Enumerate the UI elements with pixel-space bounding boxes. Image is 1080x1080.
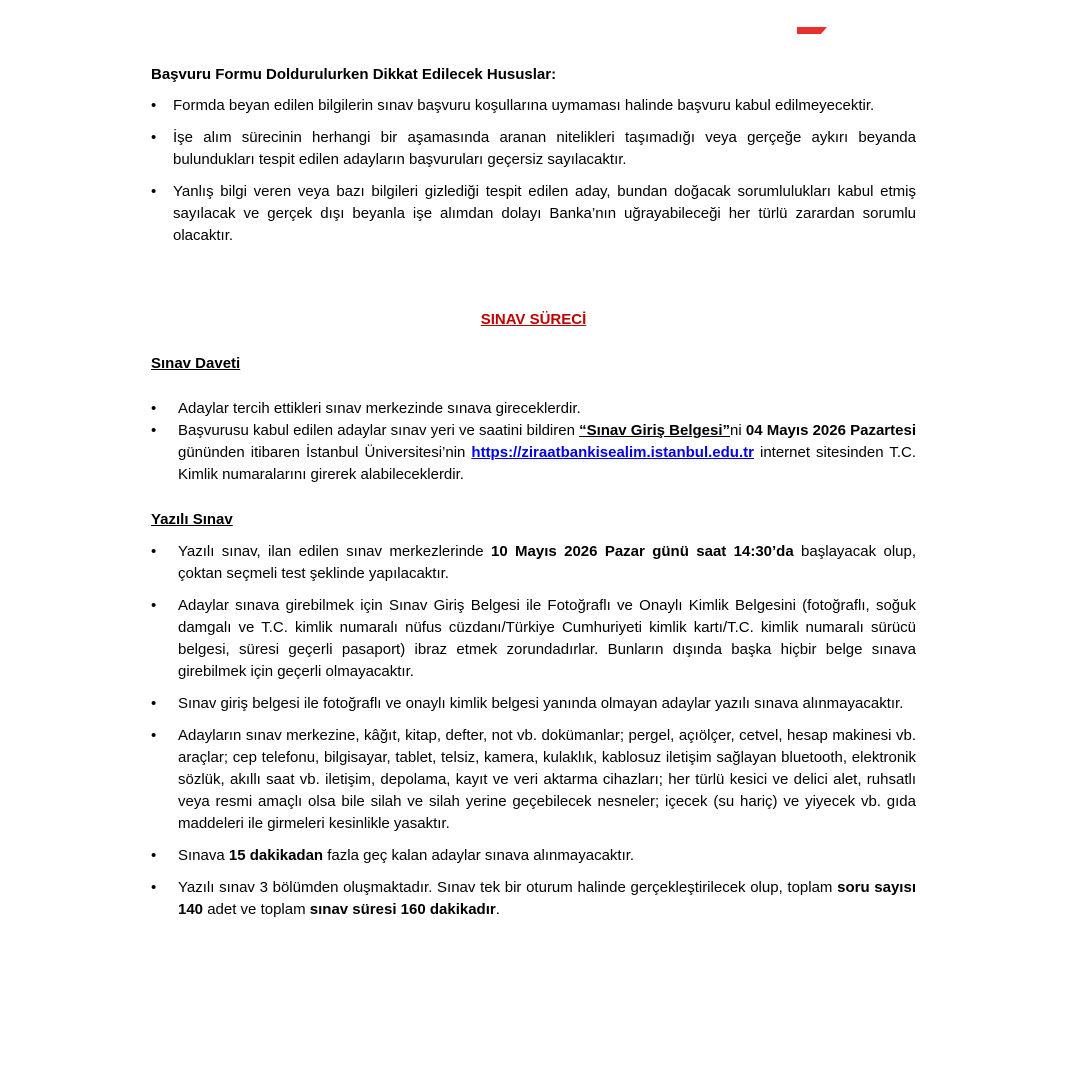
written-exam-title: Yazılı Sınav [151,511,233,528]
entry-document-name: “Sınav Giriş Belgesi” [579,422,730,439]
entry-document-date: 04 Mayıs 2026 Pazartesi [745,422,916,439]
form-notes-list [151,95,916,247]
bullet-icon: • [151,97,157,114]
list-item: • Sınava 15 dakikadan fazla geç kalan adaylar sınava alınmayacaktır. [151,845,916,867]
bullet-icon: • [151,695,157,712]
bullet-icon: • [151,129,157,146]
written-exam-list [151,541,916,921]
question-count: soru sayısı 140 [178,879,916,918]
list-item: • Formda beyan edilen bilgilerin sınav başvuru koşullarına uymaması halinde başvuru kabul edilmeyecektir. [151,95,916,117]
application-site-link[interactable]: https://ziraatbankisealim.istanbul.edu.tr [471,444,754,461]
form-notes-heading: Başvuru Formu Doldurulurken Dikkat Edilecek Hususlar: [151,66,557,83]
list-item: • Yanlış bilgi veren veya bazı bilgileri gizlediği tespit edilen aday, bundan doğacak sorumlulukları kabul etmiş sayılacak ve gerçek dışı beyanla işe alımdan dolayı Banka’nın uğrayabileceği her türlü zarardan sorumlu olacaktır. [151,183,916,244]
late-limit: 15 dakikadan [228,847,324,864]
list-item: • Adayların sınav merkezine, kâğıt, kitap, defter, not vb. dokümanlar; pergel, açıölçer, cetvel, hesap makinesi vb. araçlar; cep telefonu, bilgisayar, tablet, telsiz, kamera, kulaklık, kablosuz iletişim sağlayan bluetooth, elektronik sözlük, akıllı saat vb. iletişim, depolama, kayıt ve veri aktarma cihazları; her türlü kesici ve delici alet, ruhsatlı veya resmi amaçlı olsa bile silah ve silah yerine geçebilecek nesneler; içecek (su hariç) ve yiyecek vb. gıda maddeleri ile girmeleri kesinlikle yasaktır. [151,727,916,832]
list-item: • Adaylar tercih ettikleri sınav merkezinde sınava gireceklerdir. [151,398,916,420]
list-item: • Yazılı sınav 3 bölümden oluşmaktadır. Sınav tek bir oturum halinde gerçekleştirilecek olup, toplam soru sayısı 140 adet ve toplam sınav süresi 160 dakikadır. [151,879,916,918]
bullet-icon: • [151,400,157,417]
logo-mark [797,27,827,34]
bullet-icon: • [151,183,157,200]
bullet-icon: • [151,422,157,439]
list-item: • Yazılı sınav, ilan edilen sınav merkezlerinde 10 Mayıs 2026 Pazar günü saat 14:30’da başlayacak olup, çoktan seçmeli test şeklinde yapılacaktır. [151,543,916,582]
list-item: • İşe alım sürecinin herhangi bir aşamasında aranan nitelikleri taşımadığı veya gerçeğe aykırı beyanda bulundukları tespit edilen adayların başvuruları geçersiz sayılacaktır. [151,129,916,168]
bullet-icon: • [151,847,157,864]
bullet-icon: • [151,727,157,744]
invite-list [151,398,916,486]
list-item: • Adaylar sınava girebilmek için Sınav Giriş Belgesi ile Fotoğraflı ve Onaylı Kimlik Belgesini (fotoğraflı, soğuk damgalı ve T.C. kimlik numaralı nüfus cüzdanı/Türkiye Cumhuriyeti kimlik kartı/T.C. kimlik numaralı sürücü belgesi, süresi geçerli pasaport) ibraz etmek zorundadırlar. Bunların dışında başka hiçbir belge sınava girebilmek için geçerli olmayacaktır. [151,597,916,680]
section-title: SINAV SÜRECİ [480,311,587,328]
exam-duration: sınav süresi 160 dakikadır [309,901,496,918]
bullet-icon: • [151,879,157,896]
list-item: • Başvurusu kabul edilen adaylar sınav yeri ve saatini bildiren “Sınav Giriş Belgesi”ni 04 Mayıs 2026 Pazartesi gününden itibaren İstanbul Üniversitesi’nin https://ziraatbankisealim.istanbul.edu.tr internet sitesinden T.C. Kimlik numaralarını girerek alabileceklerdir. [151,422,916,483]
invite-title: Sınav Daveti [151,355,241,372]
exam-datetime: 10 Mayıs 2026 Pazar günü saat 14:30’da [490,543,794,560]
bullet-icon: • [151,543,157,560]
bullet-icon: • [151,597,157,614]
list-item: • Sınav giriş belgesi ile fotoğraflı ve onaylı kimlik belgesi yanında olmayan adaylar yazılı sınava alınmayacaktır. [151,693,916,715]
